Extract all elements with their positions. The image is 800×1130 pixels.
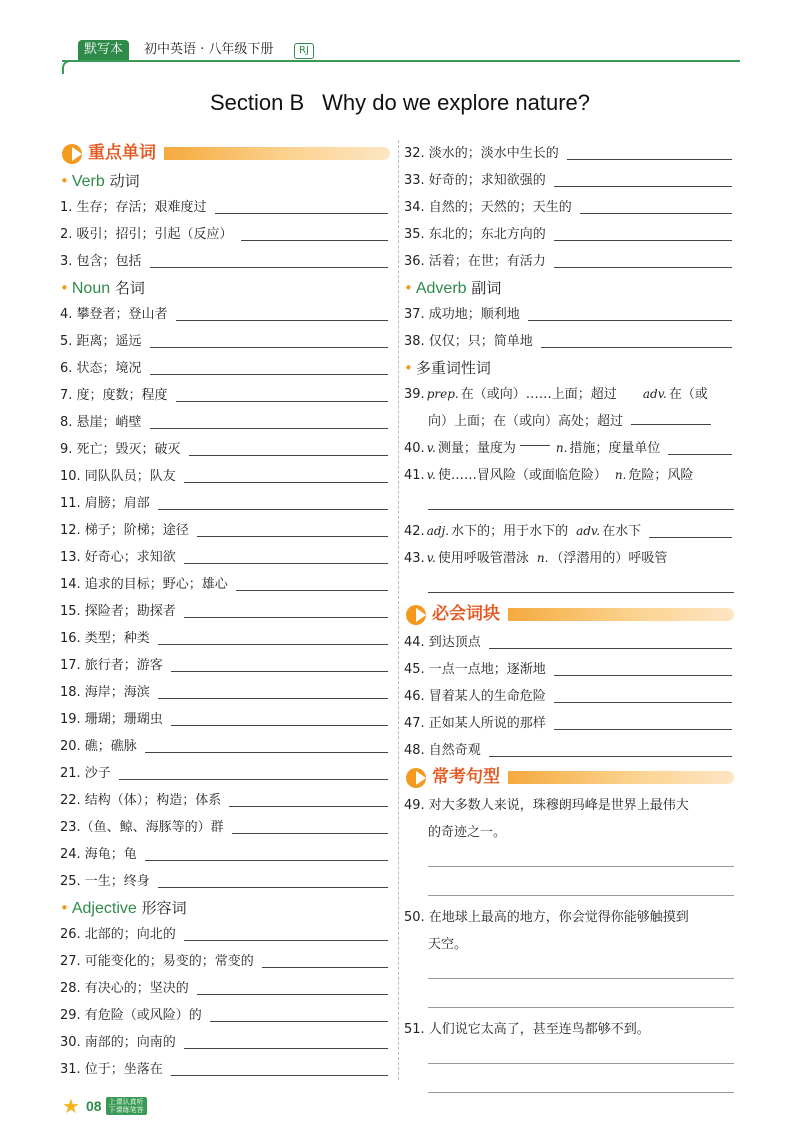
fill-item [60,975,390,1002]
answer-line[interactable] [262,967,388,968]
section-pacman-icon [406,605,426,625]
item-prompt: 3. 包含；包括 [60,254,142,269]
fill-item [60,948,390,975]
fill-item [60,571,390,598]
answer-line[interactable] [176,401,388,402]
answer-line[interactable] [158,509,388,510]
sentence-50: 50. 在地球上最高的地方，你会觉得你能够触摸到 天空。 [404,910,689,952]
answer-line[interactable] [554,729,732,730]
fill-item [60,760,390,787]
fill-item [60,194,390,221]
fill-item [60,787,390,814]
fill-item [60,679,390,706]
fill-item [60,652,390,679]
fill-item [60,733,390,760]
answer-line[interactable] [197,994,388,995]
item-prompt: 45. 一点一点地；逐渐地 [404,662,546,677]
item-prompt: 32. 淡水的；淡水中生长的 [404,146,559,161]
item-prompt: 34. 自然的；天然的；天生的 [404,200,572,215]
fill-item [60,598,390,625]
item-prompt: 25. 一生；终身 [60,874,150,889]
item-prompt: 6. 状态；境况 [60,361,142,376]
answer-line[interactable] [184,482,388,483]
item-prompt: 44. 到达顶点 [404,635,481,650]
fill-item [60,814,390,841]
item-prompt: 2. 吸引；招引；引起（反应） [60,227,233,242]
item-prompt: 1. 生存；存活；艰难度过 [60,200,207,215]
edition-badge: RJ [294,43,314,59]
answer-line[interactable] [158,698,388,699]
sentence-49: 49. 对大多数人来说，珠穆朗玛峰是世界上最伟大 的奇迹之一。 [404,798,689,840]
fill-item [60,436,390,463]
fill-item [404,629,734,656]
page-header [62,34,740,68]
section-sentences [404,764,734,790]
answer-line[interactable] [184,563,388,564]
item-prompt: 28. 有决心的；坚决的 [60,981,189,996]
answer-line[interactable] [184,940,388,941]
multi-item-39: 39. prep. 在（或向）……上面；超过 adv. 在（或 向）上面；在（或向）高处；超过 [404,381,734,435]
answer-line[interactable] [554,267,732,268]
answer-line[interactable] [428,875,734,896]
fill-item [404,221,734,248]
answer-line[interactable] [241,240,388,241]
fill-item [404,140,734,167]
answer-line[interactable] [428,846,734,867]
subheading-noun: • Noun 名词 [60,279,145,297]
fill-item [60,382,390,409]
answer-line[interactable] [145,860,388,861]
answer-line[interactable] [528,320,732,321]
fill-item [60,490,390,517]
fill-item [60,409,390,436]
answer-line[interactable] [176,320,388,321]
adjective-list-cont [404,140,734,275]
answer-line[interactable] [197,536,388,537]
answer-line[interactable] [215,213,388,214]
item-prompt: 37. 成功地；顺利地 [404,307,520,322]
multi-item-43: 43. v. 使用呼吸管潜泳 n. （浮潜用的）呼吸管 [404,551,668,566]
item-prompt: 14. 追求的目标；野心；雄心 [60,577,228,592]
answer-line[interactable] [428,1043,734,1064]
item-prompt: 46. 冒着某人的生命危险 [404,689,546,704]
item-prompt: 5. 距离；遥远 [60,334,142,349]
fill-item [60,625,390,652]
item-prompt: 19. 珊瑚；珊瑚虫 [60,712,163,727]
noun-list [60,301,390,895]
header-rule [62,60,740,62]
answer-line[interactable] [158,887,388,888]
fill-item [60,706,390,733]
answer-line[interactable] [171,1075,388,1076]
adverb-list [404,301,734,355]
item-prompt: 20. 礁；礁脉 [60,739,137,754]
item-prompt: 38. 仅仅；只；简单地 [404,334,533,349]
page-number: 08 [86,1098,102,1114]
fill-item [60,868,390,895]
answer-line[interactable] [554,702,732,703]
header-badge: 默写本 [78,40,129,60]
chunk-list [404,629,734,764]
page-title [0,90,800,116]
answer-line[interactable] [189,455,388,456]
multi-item-40: 40. v. 测量；量度为 n. 措施；度量单位 [404,435,734,462]
item-prompt: 11. 肩膀；肩部 [60,496,150,511]
multi-item-42: 42. adj. 水下的；用于水下的 adv. 在水下 [404,518,734,545]
item-prompt: 48. 自然奇观 [404,743,481,758]
item-prompt: 16. 类型；种类 [60,631,150,646]
item-prompt: 31. 位于；坐落在 [60,1062,163,1077]
adjective-list [60,921,390,1083]
fill-item [404,710,734,737]
fill-item [404,656,734,683]
left-column [60,140,390,1083]
answer-line[interactable] [567,159,732,160]
answer-line[interactable] [184,1048,388,1049]
section-label: Section B [210,90,305,115]
answer-line[interactable] [554,240,732,241]
multi-item-41: 41. v. 使……冒风险（或面临危险） n. 危险；风险 [404,468,694,483]
subheading-verb: • Verb 动词 [60,172,140,190]
section-pacman-icon [406,768,426,788]
fill-item [60,544,390,571]
answer-line[interactable] [229,806,388,807]
answer-line[interactable] [150,374,388,375]
item-prompt: 4. 攀登者；登山者 [60,307,168,322]
fill-item [60,355,390,382]
answer-line[interactable] [119,779,388,780]
answer-line[interactable] [150,347,388,348]
item-prompt: 35. 东北的；东北方向的 [404,227,546,242]
fill-item [60,921,390,948]
answer-line[interactable] [150,428,388,429]
item-prompt: 8. 悬崖；峭壁 [60,415,142,430]
sentence-51: 51. 人们说它太高了，甚至连鸟都够不到。 [404,1022,650,1037]
item-prompt: 22. 结构（体）；构造；体系 [60,793,222,808]
item-prompt: 12. 梯子；阶梯；途径 [60,523,189,538]
item-prompt: 30. 南部的；向南的 [60,1035,176,1050]
answer-line[interactable] [171,671,388,672]
answer-line[interactable] [184,617,388,618]
item-prompt: 13. 好奇心；求知欲 [60,550,176,565]
page-footer [62,1095,147,1117]
fill-item [60,841,390,868]
item-prompt: 29. 有危险（或风险）的 [60,1008,202,1023]
header-title: 初中英语 · 八年级下册 [144,42,274,57]
fill-item [60,248,390,275]
item-prompt: 7. 度；度数；程度 [60,388,168,403]
item-prompt: 23.（鱼、鲸、海豚等的）群 [60,820,224,835]
item-prompt: 17. 旅行者；游客 [60,658,163,673]
fill-item [404,194,734,221]
item-prompt: 24. 海龟；龟 [60,847,137,862]
answer-line[interactable] [428,572,734,593]
item-prompt: 9. 死亡；毁灭；破灭 [60,442,181,457]
subheading-multi: • 多重词性词 [404,359,491,377]
fill-item [60,1056,390,1083]
section-key-words [60,140,390,166]
section-title: 必会词块 [432,601,508,627]
answer-line[interactable] [580,213,732,214]
answer-line[interactable] [236,590,388,591]
answer-line[interactable] [428,1072,734,1093]
subheading-adverb: • Adverb 副词 [404,279,502,297]
star-icon: ★ [62,1094,80,1118]
fill-item [404,683,734,710]
answer-line[interactable] [554,186,732,187]
section-title: 常考句型 [432,764,508,790]
answer-line[interactable] [210,1021,388,1022]
header-rule-curve [62,60,72,74]
fill-item [404,248,734,275]
answer-line[interactable] [489,756,732,757]
item-prompt: 27. 可能变化的；易变的；常变的 [60,954,254,969]
item-prompt: 36. 活着；在世；有活力 [404,254,546,269]
fill-item [404,737,734,764]
item-prompt: 26. 北部的；向北的 [60,927,176,942]
section-title: 重点单词 [88,140,164,166]
fill-item [60,1002,390,1029]
fill-item [60,1029,390,1056]
fill-item [404,301,734,328]
subheading-adjective: • Adjective 形容词 [60,899,187,917]
answer-line[interactable] [489,648,732,649]
answer-line[interactable] [158,644,388,645]
answer-line[interactable] [150,267,388,268]
fill-item [60,328,390,355]
answer-line[interactable] [232,833,388,834]
verb-list [60,194,390,275]
column-divider [398,140,399,1080]
section-pacman-icon [62,144,82,164]
item-prompt: 47. 正如某人所说的那样 [404,716,546,731]
item-prompt: 18. 海岸；海滨 [60,685,150,700]
fill-item [60,463,390,490]
item-prompt: 21. 沙子 [60,766,111,781]
section-question: Why do we explore nature? [322,90,590,115]
fill-item [60,301,390,328]
fill-item [404,328,734,355]
fill-item [60,517,390,544]
answer-line[interactable] [145,752,388,753]
right-column [404,140,734,1101]
answer-line[interactable] [428,489,734,510]
item-prompt: 33. 好奇的；求知欲强的 [404,173,546,188]
answer-line[interactable] [554,675,732,676]
fill-item [404,167,734,194]
answer-line[interactable] [428,987,734,1008]
item-prompt: 10. 同队队员；队友 [60,469,176,484]
footer-motto: 上课认真听 下课练笔答 [106,1097,147,1115]
answer-line[interactable] [428,958,734,979]
fill-item [60,221,390,248]
answer-line[interactable] [171,725,388,726]
section-chunks [404,601,734,627]
answer-line[interactable] [541,347,732,348]
item-prompt: 15. 探险者；勘探者 [60,604,176,619]
